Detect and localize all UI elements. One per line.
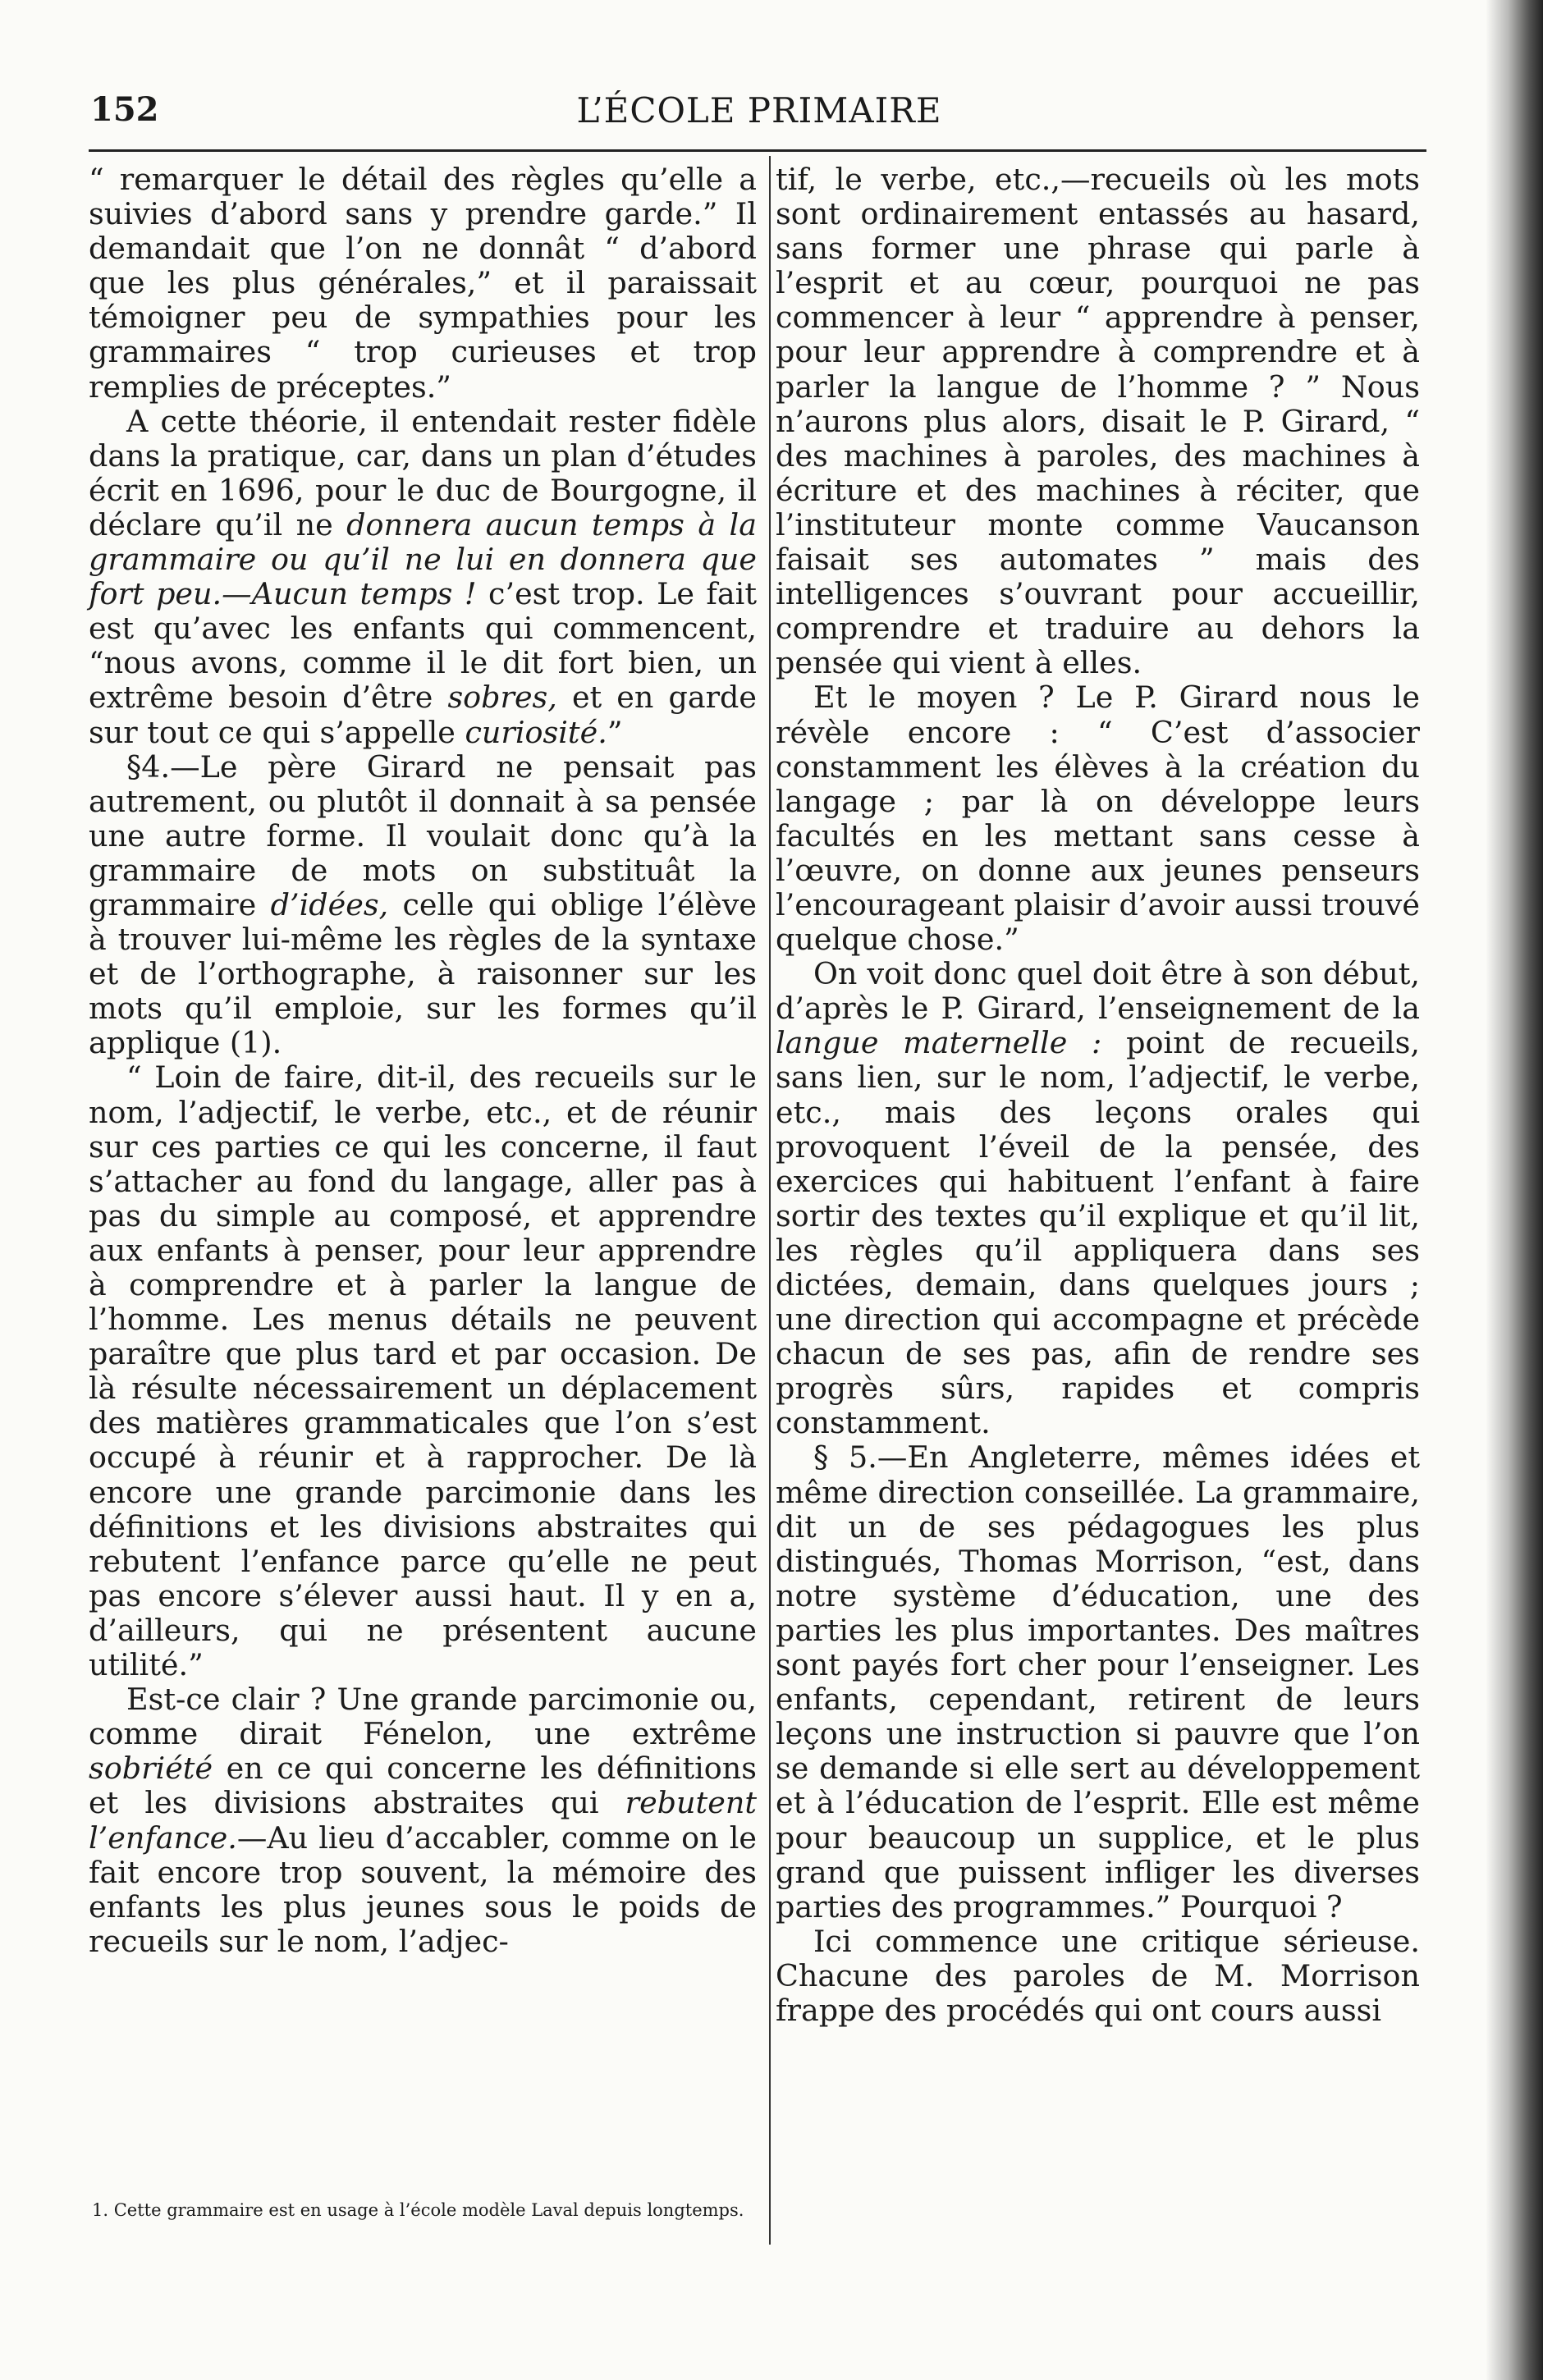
paragraph: “ Loin de faire, dit-il, des recueils sur le nom, l’adjectif, le verbe, etc., et de réunir sur ces parties ce qui les concerne, il faut s’attacher au fond du langage, aller pas à pas du simple au composé, et apprendre aux enfants à penser, pour leur apprendre à comprendre et à parler la langue de l’homme. Les menus détails ne peuvent paraître que plus tard et par occasion. De là résulte nécessairement un déplacement des matières grammaticales que l’on s’est occupé à réunir et à rapprocher. De là encore une grande parcimonie dans les définitions et les divisions abstraites qui rebutent l’enfance parce qu’elle ne peut pas encore s’élever aussi haut. Il y en a, d’ailleurs, qui ne présentent aucune utilité.” bbox=[89, 1060, 757, 1683]
left-column bbox=[89, 162, 757, 1959]
paragraph: § 5.—En Angleterre, mêmes idées et même direction conseillée. La grammaire, dit un de ses pédagogues les plus distingués, Thomas Morrison, “est, dans notre système d’éducation, une des parties les plus importantes. Des maîtres sont payés fort cher pour l’enseigner. Les enfants, cependant, retirent de leurs leçons une instruction si pauvre que l’on se demande si elle sert au développement et à l’éducation de l’esprit. Elle est même pour beaucoup un supplice, et le plus grand que puissent infliger les diverses parties des programmes.” Pourquoi ? bbox=[776, 1439, 1420, 1925]
paragraph: Ici commence une critique sérieuse. Chacune des paroles de M. Morrison frappe des procédés qui ont cours aussi bbox=[776, 1923, 1420, 2028]
column-divider bbox=[769, 156, 771, 2245]
paragraph: “ remarquer le détail des règles qu’elle a suivies d’abord sans y prendre garde.” Il demandait que l’on ne donnât “ d’abord que les plus générales,” et il paraissait témoigner peu de sympathies pour les grammaires “ trop curieuses et trop remplies de préceptes.” bbox=[89, 162, 757, 405]
paragraph: Est-ce clair ? Une grande parcimonie ou, comme dirait Fénelon, une extrême sobriété en ce qui concerne les définitions et les divisions abstraites qui rebutent l’enfance.—Au lieu d’accabler, comme on le fait encore trop souvent, la mémoire des enfants les plus jeunes sous le poids de recueils sur le nom, l’adjec- bbox=[89, 1682, 757, 1959]
right-column bbox=[776, 162, 1420, 2028]
header-rule bbox=[89, 149, 1426, 152]
paragraph: A cette théorie, il entendait rester fidèle dans la pratique, car, dans un plan d’études écrit en 1696, pour le duc de Bourgogne, il déclare qu’il ne donnera aucun temps à la grammaire ou qu’il ne lui en donnera que fort peu.—Aucun temps ! c’est trop. Le fait est qu’avec les enfants qui commencent, “nous avons, comme il le dit fort bien, un extrême besoin d’être sobres, et en garde sur tout ce qui s’appelle curiosité.” bbox=[89, 403, 757, 750]
paragraph: §4.—Le père Girard ne pensait pas autrement, ou plutôt il donnait à sa pensée une autre forme. Il voulait donc qu’à la grammaire de mots on substituât la grammaire d’idées, celle qui oblige l’élève à trouver lui-même les règles de la syntaxe et de l’orthographe, à raisonner sur les mots qu’il emploie, sur les formes qu’il applique (1). bbox=[89, 748, 757, 1061]
running-title: L’ÉCOLE PRIMAIRE bbox=[576, 90, 942, 130]
paragraph: On voit donc quel doit être à son début, d’après le P. Girard, l’enseignement de la langue maternelle : point de recueils, sans lien, sur le nom, l’adjectif, le verbe, etc., mais des leçons orales qui provoquent l’éveil de la pensée, des exercices qui habituent l’enfant à faire sortir des textes qu’il explique et qu’il lit, les règles qu’il appliquera dans ses dictées, demain, dans quelques jours ; une direction qui accompagne et précède chacun de ses pas, afin de rendre ses progrès sûrs, rapides et compris constamment. bbox=[776, 956, 1420, 1441]
paragraph: Et le moyen ? Le P. Girard nous le révèle encore : “ C’est d’associer constamment les élèves à la création du langage ; par là on développe leurs facultés en les mettant sans cesse à l’œuvre, on donne aux jeunes penseurs l’encourageant plaisir d’avoir aussi trouvé quelque chose.” bbox=[776, 680, 1420, 958]
page-number: 152 bbox=[90, 90, 159, 129]
scan-shadow-edge bbox=[1486, 0, 1543, 2380]
page-header bbox=[82, 90, 1436, 140]
footnote: 1. Cette grammaire est en usage à l’école modèle Laval depuis longtemps. bbox=[92, 2200, 744, 2220]
paragraph: tif, le verbe, etc.,—recueils où les mots sont ordinairement entassés au hasard, sans former une phrase qui parle à l’esprit et au cœur, pourquoi ne pas commencer à leur “ apprendre à penser, pour leur apprendre à comprendre et à parler la langue de l’homme ? ” Nous n’aurons plus alors, disait le P. Girard, “ des machines à paroles, des machines à écriture et des machines à réciter, que l’instituteur monte comme Vaucanson faisait ses automates ” mais des intelligences s’ouvrant pour accueillir, comprendre et traduire au dehors la pensée qui vient à elles. bbox=[776, 162, 1420, 681]
